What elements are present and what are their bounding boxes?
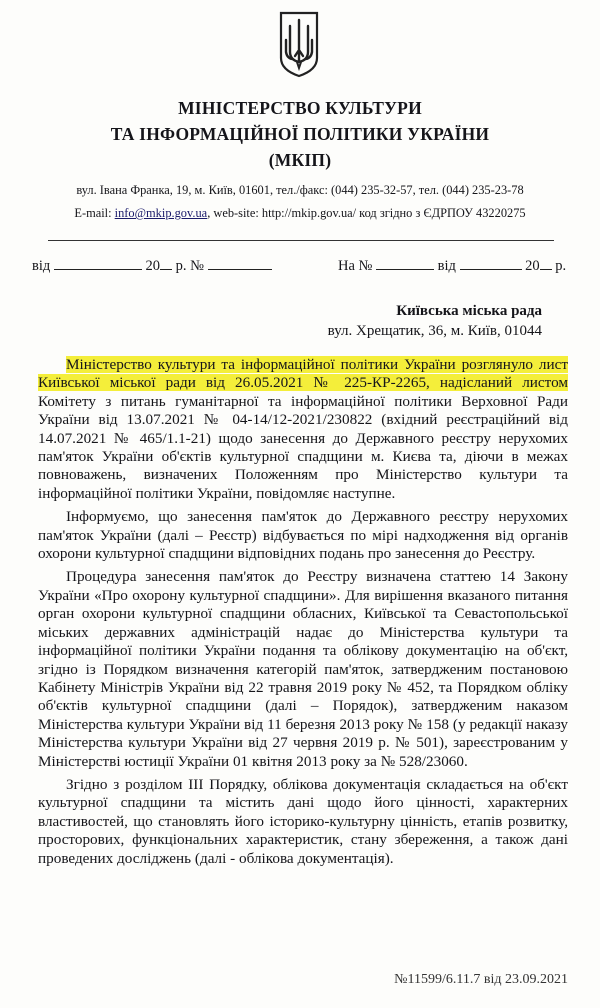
date-blank xyxy=(54,257,142,270)
paragraph-4: Згідно з розділом III Порядку, облікова документація складається на об'єкт культурної спадщини та містить дані щодо його цінності, характерних властивостей, що становлять його історико-культурну цінність, етапів розвитку, просторових, функціональних характеристик, стану збереження, а також дані проведених досліджень (далі - облікова документація). xyxy=(38,775,568,867)
number-blank xyxy=(208,257,272,270)
registration-stamp: №11599/6.11.7 від 23.09.2021 xyxy=(394,972,568,987)
ministry-address: вул. Івана Франка, 19, м. Київ, 01601, тел./факс: (044) 235-32-57, тел. (044) 235-23-78 xyxy=(76,183,524,197)
ministry-name-line2: ТА ІНФОРМАЦІЙНОЇ ПОЛІТИКИ УКРАЇНИ xyxy=(110,124,490,144)
header-divider xyxy=(48,240,554,241)
recipient-address: вул. Хрещатик, 36, м. Київ, 01044 xyxy=(327,323,542,339)
ministry-name-line1: МІНІСТЕРСТВО КУЛЬТУРИ xyxy=(178,98,422,118)
incoming-number-blank xyxy=(376,257,434,270)
from-label-2: від xyxy=(437,258,456,274)
email-link[interactable]: info@mkip.gov.ua xyxy=(114,206,208,220)
year-suffix-2: р. xyxy=(555,258,567,274)
year-blank-2 xyxy=(540,257,552,270)
ministry-contacts xyxy=(0,206,600,221)
paragraph-3: Процедура занесення пам'яток до Реєстру визначена статтею 14 Закону України «Про охорону культурної спадщини». Для вирішення вказаного питання орган охорони культурної спадщини обласних, Київської та Севастопольської міських державних адміністрацій надає до Міністерства культури та інформаційної політики України подання та облікову документацію на об'єкт, згідно із Порядком визначення категорій пам'яток, затвердженим постановою Кабінету Міністрів України від 22 травня 2019 року № 452, та Порядком обліку об'єктів культурної спадщини (далі – Порядок), затвердженим наказом Міністерства культури України від 11 березня 2013 року № 158 (у редакції наказу Міністерства культури України від 27 червня 2019 р. № 501), зареєстрованим у Міністерстві юстиції України 01 квітня 2013 року за № 528/23060. xyxy=(38,568,568,770)
paragraph-1-rest: Комітету з питань гуманітарної та інформаційної політики Верховної Ради України від 13.07.2021 № 04-14/12-2021/230822 (вхідний реєстраційний від 14.07.2021 № 465/1.1-21) щодо занесення до Державного реєстру нерухомих пам'яток України об'єктів культурної спадщини м. Києва та, діючи в межах повноважень, визначених Положенням про Міністерство культури та інформаційної політики України, повідомляє наступне. xyxy=(38,392,568,502)
letter-body xyxy=(38,356,568,873)
from-label: від xyxy=(32,258,51,274)
highlighted-text: Міністерство культури та інформаційної політики України розглянуло лист Київської міської ради від 26.05.2021 № 225-КР-2265, надісланий листом xyxy=(38,356,568,392)
year-prefix: 20 xyxy=(145,258,161,274)
incoming-date-blank xyxy=(460,257,522,270)
year-suffix: р. № xyxy=(175,258,204,274)
web-and-code: , web-site: http://mkip.gov.ua/ код згідно з ЄДРПОУ 43220275 xyxy=(207,206,526,220)
paragraph-2: Інформуємо, що занесення пам'яток до Державного реєстру нерухомих пам'яток України (далі – Реєстр) відбувається по мірі надходження від органів охорони культурної спадщини відповідних подань про занесення до Реєстру. xyxy=(38,508,568,563)
outgoing-date-line xyxy=(32,257,272,275)
recipient-name: Київська міська рада xyxy=(396,303,542,319)
paragraph-1 xyxy=(38,356,568,503)
trident-emblem-icon xyxy=(278,10,320,78)
ministry-abbreviation: (МКІП) xyxy=(268,150,332,170)
on-number-label: На № xyxy=(338,258,373,274)
year-blank xyxy=(160,257,172,270)
incoming-date-line xyxy=(338,257,566,275)
year-prefix-2: 20 xyxy=(525,258,540,274)
email-label: E-mail: xyxy=(74,206,112,220)
